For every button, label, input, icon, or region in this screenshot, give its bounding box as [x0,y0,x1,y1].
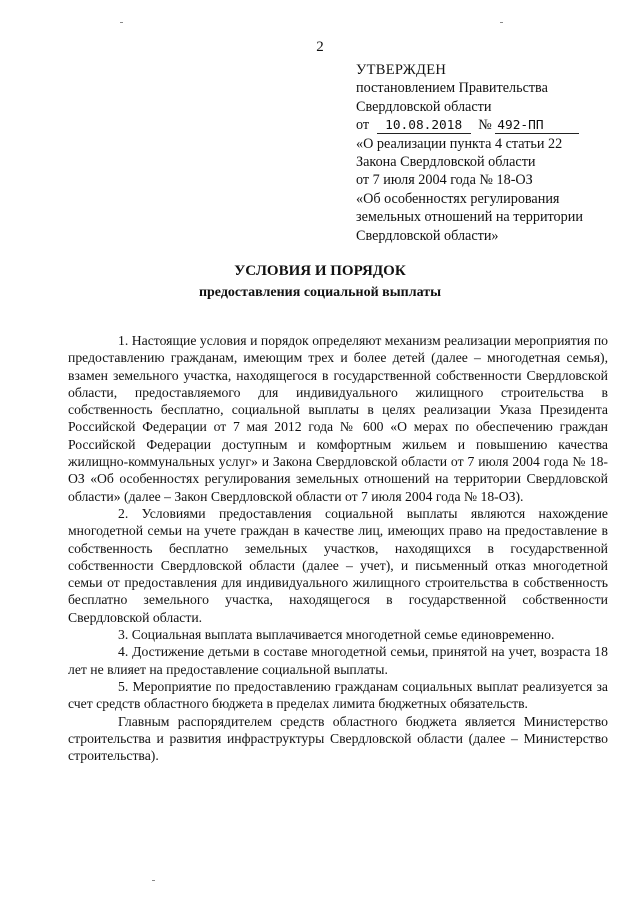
paragraph: Главным распорядителем средств областного бюджета является Министерство строительства и развития инфраструктуры Свердловской области (далее – Министерство строительства). [68,713,608,764]
approval-stamp-block [356,61,626,245]
approval-line: Закона Свердловской области [356,154,536,171]
approval-line: земельных отношений на территории [356,209,583,226]
scan-dot [120,22,123,23]
paragraph: 5. Мероприятие по предоставлению гражданам социальных выплат реализуется за счет средств областного бюджета в пределах лимита бюджетных обязательств. [68,678,608,712]
approval-line: от 7 июля 2004 года № 18-ОЗ [356,172,533,189]
paragraph: 1. Настоящие условия и порядок определяют механизм реализации мероприятия по предоставлению гражданам, имеющим трех и более детей (далее – многодетная семья), взамен земельного участка, находящегося в государственной собственности Свердловской области, предоставляемого для индивидуального жилищного строительства в собственность бесплатно, социальной выплаты в целях реализации Указа Президента Российской Федерации от 7 мая 2012 года № 600 «О мерах по обеспечению граждан Российской Федерации доступным и комфортным жильем и повышению качества жилищно-коммунальных услуг» и Закона Свердловской области от 7 июля 2004 года № 18-ОЗ «Об особенностях регулирования земельных отношений на территории Свердловской области» (далее – Закон Свердловской области от 7 июля 2004 года № 18-ОЗ). [68,333,608,504]
paragraph: 2. Условиями предоставления социальной выплаты являются нахождение многодетной семьи на учете граждан в качестве лиц, имеющих право на предоставление в собственность бесплатно земельных участков, находящихся в государственной собственности Свердловской области (далее – учет), и письменный отказ многодетной семьи от предоставления для индивидуального жилищного строительства в собственность бесплатно земельного участка, находящегося в государственной собственности Свердловской области. [68,505,608,625]
number-prefix: № [478,117,492,134]
document-title: УСЛОВИЯ И ПОРЯДОК [234,263,406,279]
page-number: 2 [316,39,324,55]
approval-heading: УТВЕРЖДЕН [356,62,447,78]
paragraph: 3. Социальная выплата выплачивается многодетной семье единовременно. [118,627,555,643]
paragraph: 4. Достижение детьми в составе многодетной семьи, принятой на учет, возраста 18 лет не влияет на предоставление социальной выплаты. [68,644,608,677]
approval-line: постановлением Правительства [356,80,548,97]
approval-number: 492-ПП [495,118,579,134]
document-body [68,332,608,764]
document-subtitle: предоставления социальной выплаты [198,285,442,300]
scan-dot [152,880,155,881]
scan-dot [500,22,503,23]
approval-line: Свердловской области» [356,227,499,244]
approval-date-line [356,116,626,134]
approval-line: «Об особенностях регулирования [356,190,560,207]
approval-date: 10.08.2018 [377,118,471,134]
date-prefix: от [356,117,370,134]
approval-line: Свердловской области [356,98,492,115]
approval-line: «О реализации пункта 4 статьи 22 [356,135,563,152]
